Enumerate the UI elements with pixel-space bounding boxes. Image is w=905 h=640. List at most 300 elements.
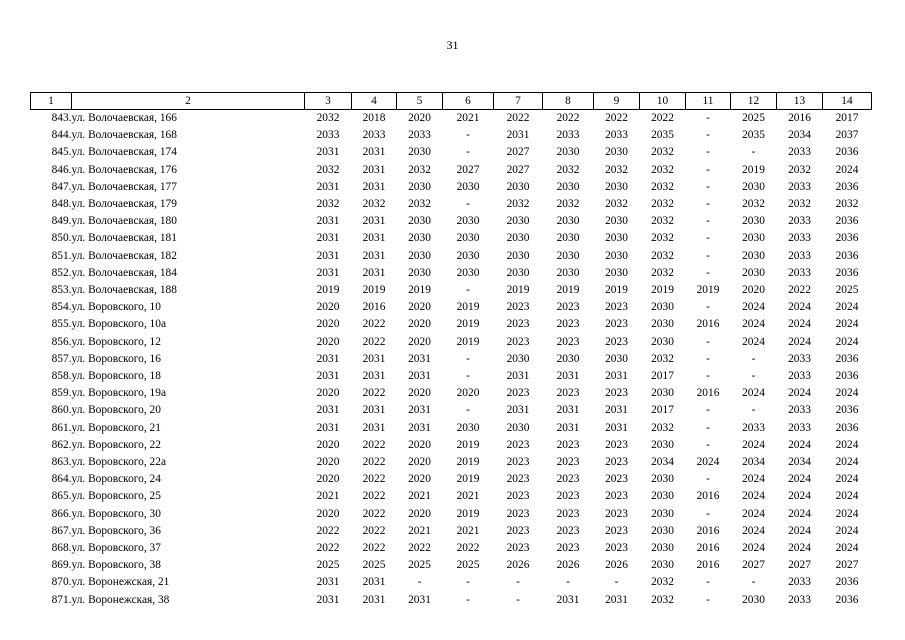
year-cell: 2030 bbox=[651, 507, 674, 520]
year-cell: 2031 bbox=[605, 593, 628, 606]
address-cell: ул. Воровского, 10а bbox=[71, 318, 166, 331]
year-cell: 2030 bbox=[556, 180, 580, 193]
year-cell: 2030 bbox=[742, 266, 765, 279]
year-cell: 2019 bbox=[362, 284, 386, 297]
table-row bbox=[31, 471, 872, 488]
year-cell: 2030 bbox=[506, 180, 530, 193]
address-cell: ул. Волочаевская, 184 bbox=[71, 266, 177, 279]
year-cell: - bbox=[751, 370, 756, 383]
year-cell: 2016 bbox=[696, 318, 720, 331]
year-cell: 2036 bbox=[835, 232, 859, 245]
table-row bbox=[31, 162, 872, 179]
year-cell: 2025 bbox=[742, 112, 765, 124]
year-cell: 2031 bbox=[362, 266, 386, 279]
year-cell: 2023 bbox=[556, 456, 580, 469]
year-cell: 2024 bbox=[742, 473, 765, 486]
year-cell: 2031 bbox=[556, 421, 580, 434]
year-cell: 2033 bbox=[556, 129, 580, 142]
column-header: 2 bbox=[72, 93, 305, 110]
year-cell: 2031 bbox=[605, 370, 628, 383]
year-cell: 2020 bbox=[408, 318, 431, 331]
year-cell: 2019 bbox=[742, 163, 765, 176]
year-cell: 2023 bbox=[556, 473, 580, 486]
year-cell: 2020 bbox=[316, 438, 340, 451]
year-cell: 2031 bbox=[316, 215, 340, 228]
year-cell: 2031 bbox=[316, 352, 340, 365]
table-row bbox=[31, 316, 872, 333]
year-cell: - bbox=[417, 576, 422, 589]
year-cell: 2022 bbox=[362, 318, 386, 331]
year-cell: 2031 bbox=[605, 404, 628, 417]
year-cell: 2022 bbox=[362, 456, 386, 469]
row-number-cell: 858. bbox=[51, 370, 72, 383]
table-row bbox=[31, 488, 872, 505]
year-cell: 2023 bbox=[506, 524, 530, 537]
data-table bbox=[30, 92, 872, 609]
year-cell: 2023 bbox=[605, 438, 628, 451]
year-cell: - bbox=[466, 576, 470, 589]
year-cell: 2022 bbox=[651, 112, 674, 124]
table-row bbox=[31, 402, 872, 419]
year-cell: 2022 bbox=[362, 507, 386, 520]
row-number-cell: 864. bbox=[51, 473, 72, 486]
year-cell: 2022 bbox=[362, 387, 386, 400]
year-cell: - bbox=[566, 576, 570, 589]
year-cell: 2030 bbox=[506, 421, 530, 434]
year-cell: 2023 bbox=[605, 524, 628, 537]
table-row bbox=[31, 127, 872, 144]
year-cell: 2023 bbox=[506, 301, 530, 314]
year-cell: 2030 bbox=[651, 559, 674, 572]
year-cell: 2020 bbox=[316, 387, 340, 400]
year-cell: 2036 bbox=[835, 249, 859, 262]
year-cell: - bbox=[706, 507, 710, 520]
year-cell: 2030 bbox=[456, 249, 480, 262]
year-cell: 2030 bbox=[605, 249, 628, 262]
year-cell: 2019 bbox=[456, 335, 480, 348]
year-cell: 2024 bbox=[835, 473, 859, 486]
year-cell: 2022 bbox=[408, 542, 431, 555]
year-cell: 2030 bbox=[651, 542, 674, 555]
year-cell: 2031 bbox=[605, 421, 628, 434]
year-cell: 2030 bbox=[408, 146, 431, 159]
year-cell: 2030 bbox=[605, 215, 628, 228]
year-cell: 2019 bbox=[506, 284, 530, 297]
address-cell: ул. Воровского, 10 bbox=[71, 301, 161, 314]
row-number-cell: 860. bbox=[51, 404, 72, 417]
address-cell: ул. Воронежская, 38 bbox=[71, 593, 170, 606]
year-cell: 2020 bbox=[408, 438, 431, 451]
column-header: 10 bbox=[640, 93, 686, 110]
year-cell: 2023 bbox=[506, 387, 530, 400]
year-cell: 2033 bbox=[788, 215, 811, 228]
row-number-cell: 869. bbox=[51, 559, 72, 572]
year-cell: 2023 bbox=[556, 542, 580, 555]
year-cell: 2025 bbox=[362, 559, 386, 572]
row-number-cell: 863. bbox=[51, 456, 72, 469]
column-header: 8 bbox=[543, 93, 594, 110]
table-row bbox=[31, 592, 872, 609]
year-cell: 2022 bbox=[788, 284, 811, 297]
table-row bbox=[31, 574, 872, 591]
year-cell: 2037 bbox=[835, 129, 859, 142]
year-cell: 2024 bbox=[742, 335, 765, 348]
year-cell: 2032 bbox=[605, 163, 628, 176]
year-cell: 2032 bbox=[556, 163, 580, 176]
year-cell: 2020 bbox=[456, 387, 480, 400]
year-cell: 2030 bbox=[651, 301, 674, 314]
year-cell: 2030 bbox=[408, 180, 431, 193]
year-cell: 2020 bbox=[408, 112, 431, 124]
year-cell: 2030 bbox=[556, 249, 580, 262]
row-number-cell: 847. bbox=[51, 180, 72, 193]
year-cell: 2030 bbox=[605, 180, 628, 193]
year-cell: 2020 bbox=[316, 473, 340, 486]
year-cell: 2031 bbox=[362, 352, 386, 365]
year-cell: 2024 bbox=[835, 456, 859, 469]
year-cell: 2025 bbox=[316, 559, 340, 572]
year-cell: 2034 bbox=[742, 456, 765, 469]
year-cell: 2019 bbox=[408, 284, 431, 297]
year-cell: - bbox=[706, 335, 710, 348]
year-cell: 2030 bbox=[651, 438, 674, 451]
row-number-cell: 867. bbox=[51, 524, 72, 537]
year-cell: - bbox=[466, 404, 470, 417]
year-cell: 2023 bbox=[506, 438, 530, 451]
year-cell: 2032 bbox=[408, 198, 431, 211]
year-cell: 2024 bbox=[835, 301, 859, 314]
table-row bbox=[31, 351, 872, 368]
year-cell: 2024 bbox=[835, 490, 859, 503]
year-cell: 2022 bbox=[605, 112, 628, 124]
row-number-cell: 850. bbox=[51, 232, 72, 245]
year-cell: 2032 bbox=[506, 198, 530, 211]
year-cell: - bbox=[706, 129, 710, 142]
column-header: 13 bbox=[777, 93, 823, 110]
year-cell: 2036 bbox=[835, 593, 859, 606]
year-cell: 2030 bbox=[651, 335, 674, 348]
year-cell: 2023 bbox=[556, 301, 580, 314]
column-header: 4 bbox=[352, 93, 397, 110]
year-cell: 2023 bbox=[506, 473, 530, 486]
year-cell: 2031 bbox=[362, 180, 386, 193]
year-cell: 2016 bbox=[696, 490, 720, 503]
year-cell: 2024 bbox=[788, 542, 811, 555]
year-cell: 2030 bbox=[456, 180, 480, 193]
year-cell: 2033 bbox=[408, 129, 431, 142]
year-cell: 2032 bbox=[651, 180, 674, 193]
year-cell: 2019 bbox=[696, 284, 720, 297]
year-cell: 2030 bbox=[742, 593, 765, 606]
year-cell: 2016 bbox=[696, 524, 720, 537]
row-number-cell: 862. bbox=[51, 438, 72, 451]
year-cell: 2021 bbox=[316, 490, 340, 503]
year-cell: 2020 bbox=[408, 387, 431, 400]
row-number-cell: 846. bbox=[51, 163, 72, 176]
year-cell: 2030 bbox=[742, 232, 765, 245]
year-cell: 2024 bbox=[742, 542, 765, 555]
row-number-cell: 859. bbox=[51, 387, 72, 400]
year-cell: 2032 bbox=[556, 198, 580, 211]
table-row bbox=[31, 420, 872, 437]
year-cell: 2032 bbox=[651, 266, 674, 279]
year-cell: 2026 bbox=[506, 559, 530, 572]
table-row bbox=[31, 557, 872, 574]
year-cell: 2024 bbox=[835, 163, 859, 176]
column-header: 5 bbox=[397, 93, 443, 110]
year-cell: 2024 bbox=[742, 318, 765, 331]
year-cell: 2031 bbox=[316, 370, 340, 383]
year-cell: 2020 bbox=[316, 335, 340, 348]
table-row bbox=[31, 368, 872, 385]
year-cell: 2034 bbox=[651, 456, 674, 469]
year-cell: 2027 bbox=[788, 559, 811, 572]
year-cell: 2031 bbox=[408, 370, 431, 383]
year-cell: 2024 bbox=[742, 524, 765, 537]
address-cell: ул. Воровского, 22 bbox=[71, 438, 161, 451]
year-cell: 2031 bbox=[316, 404, 340, 417]
address-cell: ул. Волочаевская, 177 bbox=[71, 180, 177, 193]
year-cell: 2032 bbox=[651, 576, 674, 589]
year-cell: - bbox=[706, 438, 710, 451]
row-number-cell: 868. bbox=[51, 542, 72, 555]
year-cell: 2030 bbox=[556, 352, 580, 365]
year-cell: 2023 bbox=[506, 507, 530, 520]
year-cell: 2024 bbox=[835, 507, 859, 520]
year-cell: 2020 bbox=[408, 335, 431, 348]
year-cell: 2024 bbox=[788, 438, 811, 451]
year-cell: 2024 bbox=[788, 387, 811, 400]
year-cell: 2020 bbox=[316, 301, 340, 314]
year-cell: 2033 bbox=[742, 421, 765, 434]
year-cell: - bbox=[466, 129, 470, 142]
year-cell: 2023 bbox=[556, 335, 580, 348]
year-cell: 2031 bbox=[362, 146, 386, 159]
year-cell: 2026 bbox=[556, 559, 580, 572]
year-cell: 2023 bbox=[506, 335, 530, 348]
year-cell: 2021 bbox=[456, 112, 480, 124]
year-cell: 2031 bbox=[316, 576, 340, 589]
row-number-cell: 855. bbox=[51, 318, 72, 331]
year-cell: 2030 bbox=[506, 249, 530, 262]
year-cell: 2031 bbox=[362, 249, 386, 262]
year-cell: 2030 bbox=[605, 352, 628, 365]
address-cell: ул. Волочаевская, 179 bbox=[71, 198, 177, 211]
year-cell: 2027 bbox=[506, 146, 530, 159]
year-cell: 2031 bbox=[316, 232, 340, 245]
year-cell: 2032 bbox=[605, 198, 628, 211]
year-cell: - bbox=[466, 370, 470, 383]
year-cell: 2024 bbox=[835, 318, 859, 331]
year-cell: 2023 bbox=[556, 507, 580, 520]
year-cell: 2032 bbox=[651, 146, 674, 159]
year-cell: 2024 bbox=[835, 438, 859, 451]
table-row bbox=[31, 179, 872, 196]
year-cell: 2027 bbox=[835, 559, 859, 572]
year-cell: 2016 bbox=[696, 387, 720, 400]
year-cell: 2020 bbox=[408, 456, 431, 469]
year-cell: 2032 bbox=[651, 232, 674, 245]
row-number-cell: 853. bbox=[51, 284, 72, 297]
address-cell: ул. Воровского, 18 bbox=[71, 370, 161, 383]
table-row bbox=[31, 110, 872, 128]
year-cell: 2030 bbox=[506, 266, 530, 279]
table-row bbox=[31, 282, 872, 299]
year-cell: 2022 bbox=[362, 524, 386, 537]
year-cell: 2019 bbox=[556, 284, 580, 297]
year-cell: 2032 bbox=[362, 198, 386, 211]
year-cell: 2033 bbox=[788, 370, 811, 383]
table-row bbox=[31, 196, 872, 213]
year-cell: 2032 bbox=[835, 198, 859, 211]
year-cell: 2031 bbox=[556, 404, 580, 417]
table-row bbox=[31, 265, 872, 282]
year-cell: 2024 bbox=[788, 507, 811, 520]
year-cell: 2022 bbox=[456, 542, 480, 555]
year-cell: 2032 bbox=[651, 215, 674, 228]
year-cell: 2020 bbox=[316, 507, 340, 520]
page-number: 31 bbox=[446, 38, 459, 52]
year-cell: 2032 bbox=[742, 198, 765, 211]
address-cell: ул. Волочаевская, 168 bbox=[71, 129, 177, 142]
year-cell: - bbox=[706, 301, 710, 314]
year-cell: 2033 bbox=[788, 352, 811, 365]
year-cell: 2030 bbox=[456, 421, 480, 434]
year-cell: 2022 bbox=[362, 542, 386, 555]
year-cell: 2024 bbox=[835, 335, 859, 348]
year-cell: 2024 bbox=[788, 473, 811, 486]
address-cell: ул. Воровского, 30 bbox=[71, 507, 161, 520]
address-cell: ул. Волочаевская, 174 bbox=[71, 146, 177, 159]
year-cell: - bbox=[516, 593, 520, 606]
year-cell: - bbox=[706, 266, 710, 279]
year-cell: 2030 bbox=[408, 215, 431, 228]
year-cell: - bbox=[466, 198, 470, 211]
year-cell: 2031 bbox=[556, 593, 580, 606]
year-cell: 2023 bbox=[506, 490, 530, 503]
table-row bbox=[31, 540, 872, 557]
year-cell: - bbox=[706, 146, 710, 159]
year-cell: 2024 bbox=[788, 335, 811, 348]
year-cell: 2024 bbox=[788, 318, 811, 331]
year-cell: 2030 bbox=[556, 232, 580, 245]
year-cell: 2021 bbox=[408, 490, 431, 503]
year-cell: 2016 bbox=[788, 112, 811, 124]
year-cell: 2031 bbox=[408, 421, 431, 434]
year-cell: 2036 bbox=[835, 180, 859, 193]
address-cell: ул. Воровского, 38 bbox=[71, 559, 161, 572]
year-cell: 2018 bbox=[362, 112, 386, 124]
column-header: 1 bbox=[31, 93, 72, 110]
year-cell: - bbox=[466, 352, 470, 365]
year-cell: 2035 bbox=[651, 129, 674, 142]
address-cell: ул. Воровского, 20 bbox=[71, 404, 161, 417]
year-cell: 2026 bbox=[605, 559, 628, 572]
year-cell: 2023 bbox=[605, 473, 628, 486]
year-cell: 2032 bbox=[651, 352, 674, 365]
year-cell: 2030 bbox=[456, 266, 480, 279]
row-number-cell: 849. bbox=[51, 215, 72, 228]
table-row bbox=[31, 334, 872, 351]
year-cell: 2036 bbox=[835, 352, 859, 365]
year-cell: - bbox=[751, 146, 756, 159]
year-cell: 2033 bbox=[788, 146, 811, 159]
row-number-cell: 848. bbox=[51, 198, 72, 211]
year-cell: 2031 bbox=[362, 421, 386, 434]
address-cell: ул. Волочаевская, 180 bbox=[71, 215, 177, 228]
year-cell: - bbox=[706, 352, 710, 365]
year-cell: 2025 bbox=[456, 559, 480, 572]
address-cell: ул. Волочаевская, 166 bbox=[71, 112, 177, 124]
year-cell: 2036 bbox=[835, 421, 859, 434]
year-cell: 2017 bbox=[651, 404, 674, 417]
year-cell: 2030 bbox=[408, 249, 431, 262]
address-cell: ул. Воровского, 21 bbox=[71, 421, 161, 434]
year-cell: 2035 bbox=[742, 129, 765, 142]
year-cell: - bbox=[706, 180, 710, 193]
year-cell: 2027 bbox=[506, 163, 530, 176]
year-cell: 2023 bbox=[605, 456, 628, 469]
year-cell: 2032 bbox=[651, 249, 674, 262]
row-number-cell: 851. bbox=[51, 249, 72, 262]
table-row bbox=[31, 437, 872, 454]
year-cell: 2030 bbox=[408, 232, 431, 245]
year-cell: 2019 bbox=[456, 456, 480, 469]
year-cell: 2031 bbox=[362, 404, 386, 417]
year-cell: 2031 bbox=[506, 370, 530, 383]
table-header-row bbox=[31, 93, 872, 110]
year-cell: 2036 bbox=[835, 576, 859, 589]
year-cell: - bbox=[706, 249, 710, 262]
address-cell: ул. Воровского, 36 bbox=[71, 524, 161, 537]
year-cell: 2023 bbox=[506, 456, 530, 469]
table-body bbox=[31, 110, 872, 609]
column-header: 3 bbox=[305, 93, 352, 110]
year-cell: 2030 bbox=[556, 215, 580, 228]
year-cell: 2032 bbox=[651, 163, 674, 176]
year-cell: - bbox=[614, 576, 619, 589]
year-cell: 2031 bbox=[316, 180, 340, 193]
year-cell: 2020 bbox=[408, 473, 431, 486]
row-number-cell: 870. bbox=[51, 576, 72, 589]
year-cell: 2023 bbox=[556, 524, 580, 537]
year-cell: - bbox=[751, 404, 756, 417]
year-cell: - bbox=[706, 163, 710, 176]
address-cell: ул. Воровского, 19а bbox=[71, 387, 166, 400]
row-number-cell: 852. bbox=[51, 266, 72, 279]
year-cell: 2022 bbox=[362, 438, 386, 451]
year-cell: 2031 bbox=[408, 593, 431, 606]
year-cell: 2022 bbox=[506, 112, 530, 124]
year-cell: - bbox=[706, 215, 710, 228]
year-cell: - bbox=[751, 352, 756, 365]
year-cell: 2019 bbox=[316, 284, 340, 297]
year-cell: 2021 bbox=[456, 490, 480, 503]
year-cell: 2032 bbox=[408, 163, 431, 176]
table-row bbox=[31, 213, 872, 230]
year-cell: 2034 bbox=[788, 456, 811, 469]
year-cell: 2036 bbox=[835, 404, 859, 417]
year-cell: 2033 bbox=[788, 576, 811, 589]
year-cell: 2030 bbox=[605, 232, 628, 245]
table-row bbox=[31, 454, 872, 471]
year-cell: 2030 bbox=[742, 180, 765, 193]
year-cell: - bbox=[706, 198, 710, 211]
year-cell: - bbox=[466, 284, 470, 297]
address-cell: ул. Воровского, 24 bbox=[71, 473, 161, 486]
year-cell: 2030 bbox=[651, 524, 674, 537]
year-cell: 2021 bbox=[456, 524, 480, 537]
